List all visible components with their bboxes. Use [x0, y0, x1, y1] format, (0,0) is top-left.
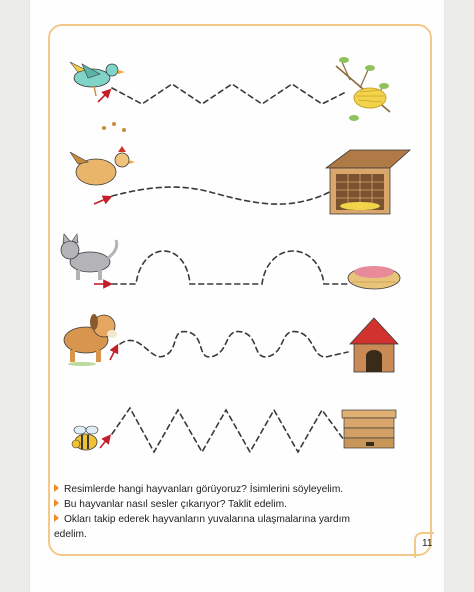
instruction-item: Resimlerde hangi hayvanları görüyoruz? İsimlerini söyleyelim.: [54, 482, 414, 497]
instruction-item: Okları takip ederek hayvanların yuvalarına ulaşmalarına yardım: [54, 512, 414, 527]
nest-icon: [336, 57, 390, 121]
beehive-icon: [342, 410, 396, 448]
start-arrow-1: [98, 92, 108, 102]
dog-icon: [64, 314, 117, 366]
bullet-icon: [54, 499, 59, 507]
start-arrow-2: [94, 198, 108, 204]
page-number: 11: [422, 538, 433, 549]
workbook-page: [30, 0, 444, 592]
start-arrow-4: [110, 348, 116, 360]
wave-trace-path[interactable]: [112, 186, 340, 204]
bullet-icon: [54, 484, 59, 492]
start-arrow-5: [100, 438, 108, 448]
hen-icon: [70, 122, 135, 185]
bee-icon: [72, 426, 98, 450]
cat-icon: [61, 234, 117, 280]
coop-icon: [326, 150, 410, 214]
food-bowl-icon: [348, 266, 400, 289]
loops-trace-path[interactable]: [120, 332, 348, 357]
bullet-icon: [54, 514, 59, 522]
zigzag-trace-path[interactable]: [112, 84, 346, 104]
instruction-list: [54, 482, 414, 542]
instruction-continuation: edelim.: [54, 529, 87, 540]
arches-trace-path[interactable]: [112, 251, 348, 284]
instruction-item: Bu hayvanlar nasıl sesler çıkarıyor? Taklit edelim.: [54, 497, 414, 512]
tall-zigzag-trace-path[interactable]: [112, 408, 344, 452]
doghouse-icon: [350, 318, 398, 372]
